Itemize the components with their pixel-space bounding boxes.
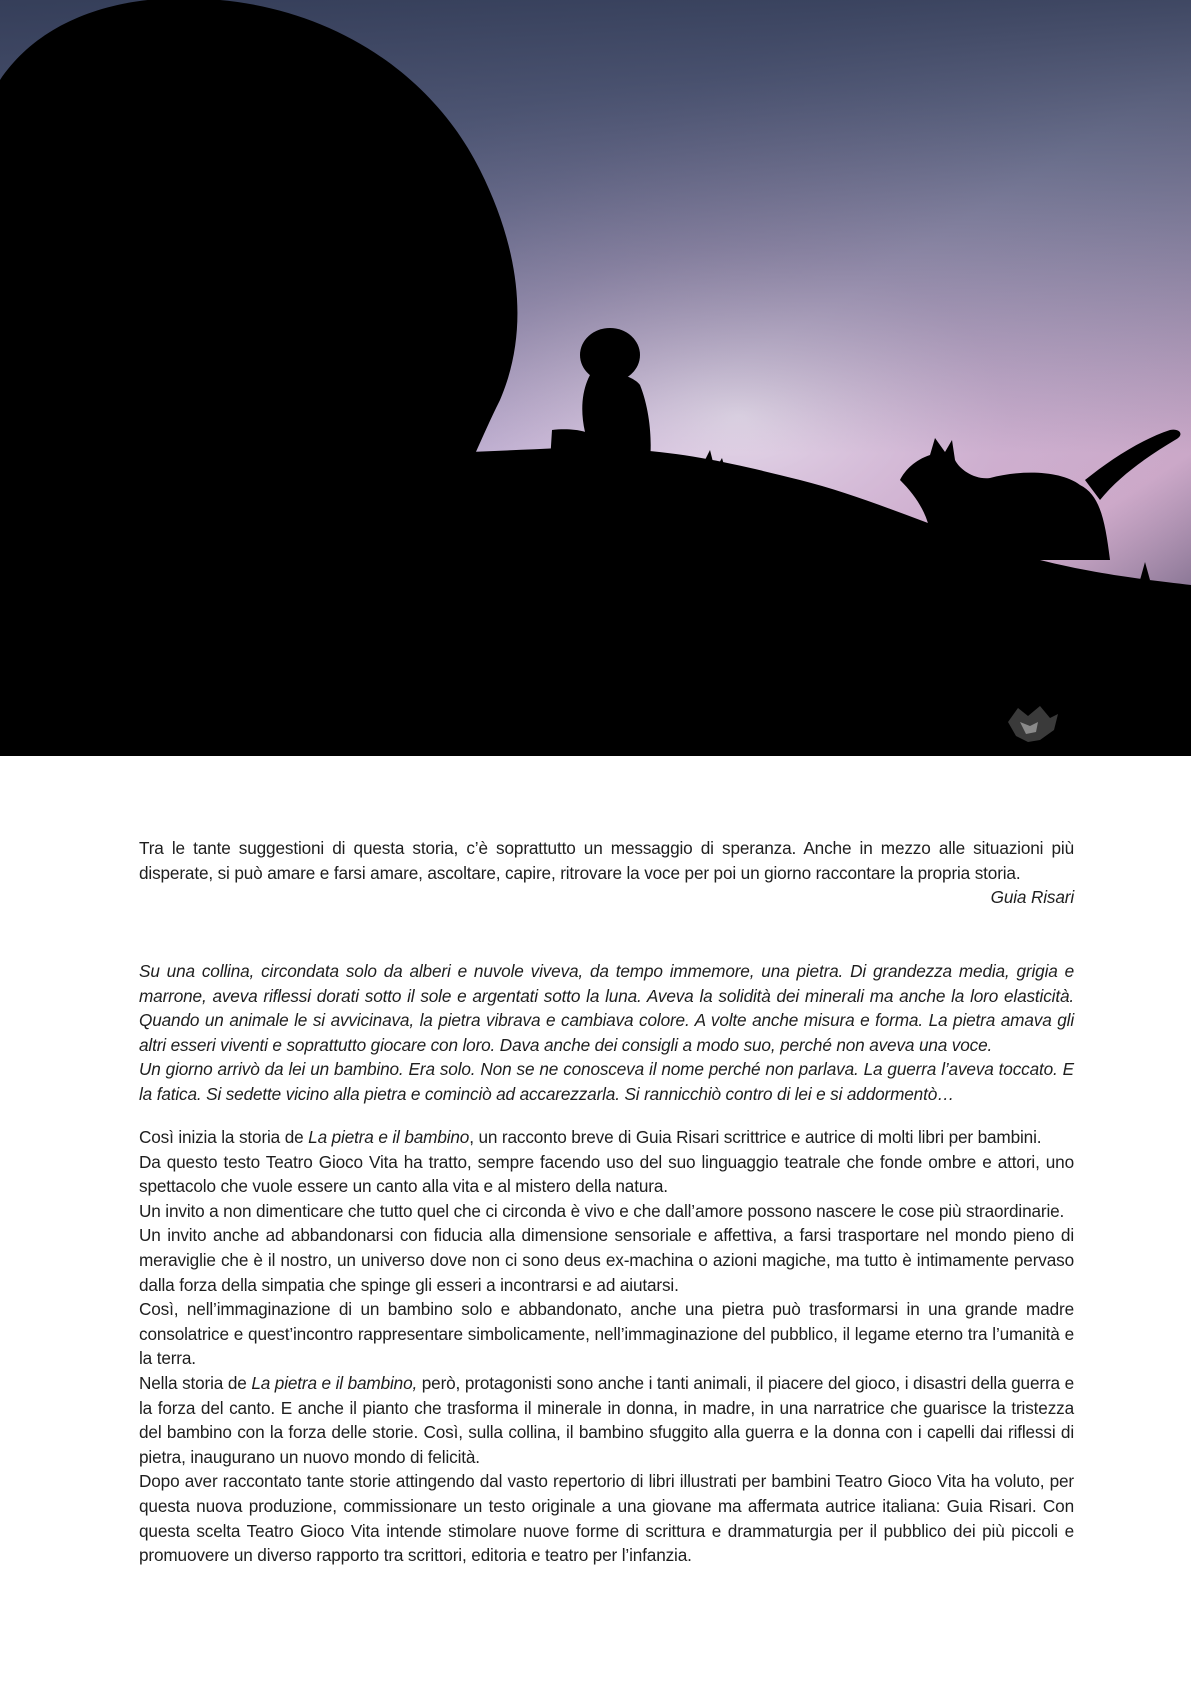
intro-section [139, 836, 1074, 910]
body-paragraph-1-text-b: , un racconto breve di Guia Risari scrittrice e autrice di molti libri per bambini. [469, 1127, 1042, 1147]
book-title: La pietra e il bambino [308, 1127, 470, 1147]
body-paragraph-6-text-b: però, protagonisti sono anche i tanti animali, il piacere del gioco, i disastri della guerra e la forza del canto. E anche il pianto che trasforma il minerale in donna, in madre, in una narratrice che guarisce la tristezza del bambino con la forza delle storie. Così, sulla collina, il bambino sfuggito alla guerra e la donna con i capelli dai riflessi di pietra, inaugurano un nuovo mondo di felicità. [139, 1372, 1074, 1467]
body-paragraph-2: Da questo testo Teatro Gioco Vita ha tratto, sempre facendo uso del suo linguaggio teatrale che fonde ombre e attori, uno spettacolo che vuole essere un canto alla vita e al mistero della natura. [139, 1151, 1074, 1197]
intro-paragraph: Tra le tante suggestioni di questa storia, c’è soprattutto un messaggio di speranza. Anche in mezzo alle situazioni più disperate, si può amare e farsi amare, ascoltare, capire, ritrovare la voce per poi un giorno raccontare la propria storia. [139, 838, 1074, 883]
story-excerpt [139, 959, 1074, 1107]
book-title: La pietra e il bambino, [251, 1372, 418, 1393]
story-paragraph-1: Su una collina, circondata solo da alberi e nuvole viveva, da tempo immemore, una pietra. Di grandezza media, grigia e marrone, aveva riflessi dorati sotto il sole e argentati sotto la luna. Aveva la solidità dei minerali ma anche la loro elasticità. Quando un animale le si avvicinava, la pietra vibrava e cambiava colore. A volte anche misura e forma. La pietra amava gli altri esseri viventi e soprattutto giocare con loro. Dava anche dei consigli a modo suo, perché non aveva una voce. [139, 961, 1074, 1055]
body-paragraph-1-text-a: Così inizia la storia de [139, 1127, 309, 1147]
body-paragraph-7: Dopo aver raccontato tante storie attingendo dal vasto repertorio di libri illustrati per bambini Teatro Gioco Vita ha voluto, per questa nuova produzione, commissionare un testo originale a una giovane ma affermata autrice italiana: Guia Risari. Con questa scelta Teatro Gioco Vita intende stimolare nuove forme di scrittura e drammaturgia per il pubblico dei più piccoli e promuovere un diverso rapporto tra scrittori, editoria e teatro per l’infanzia. [139, 1471, 1074, 1566]
hero-photo [0, 0, 1191, 756]
body-paragraph-3: Un invito a non dimenticare che tutto quel che ci circonda è vivo e che dall’amore possono nascere le cose più straordinarie. [139, 1200, 1065, 1221]
body-section [139, 1125, 1074, 1568]
body-paragraph-6 [139, 1371, 1074, 1469]
body-paragraph-4: Un invito anche ad abbandonarsi con fiducia alla dimensione sensoriale e affettiva, a farsi trasportare nel mondo pieno di meraviglie che è il nostro, un universo dove non ci sono deus ex-machina o azioni magiche, ma tutto è intimamente pervaso dalla forza della simpatia che spinge gli esseri a incontrarsi e ad aiutarsi. [139, 1225, 1074, 1295]
intro-author: Guia Risari [990, 887, 1074, 908]
shadow-theatre-scene [0, 0, 1191, 756]
body-paragraph-5: Così, nell’immaginazione di un bambino solo e abbandonato, anche una pietra può trasformarsi in una grande madre consolatrice e quest’incontro rappresentare simbolicamente, nell’immaginazione del pubblico, il legame eterno tra l’umanità e la terra. [139, 1299, 1074, 1369]
body-paragraph-1 [139, 1125, 1074, 1150]
story-paragraph-2: Un giorno arrivò da lei un bambino. Era solo. Non se ne conosceva il nome perché non parlava. La guerra l’aveva toccato. E la fatica. Si sedette vicino alla pietra e cominciò ad accarezzarla. Si rannicchiò contro di lei e si addormentò… [139, 1059, 1074, 1104]
body-paragraph-6-text-a: Nella storia de [139, 1372, 252, 1393]
